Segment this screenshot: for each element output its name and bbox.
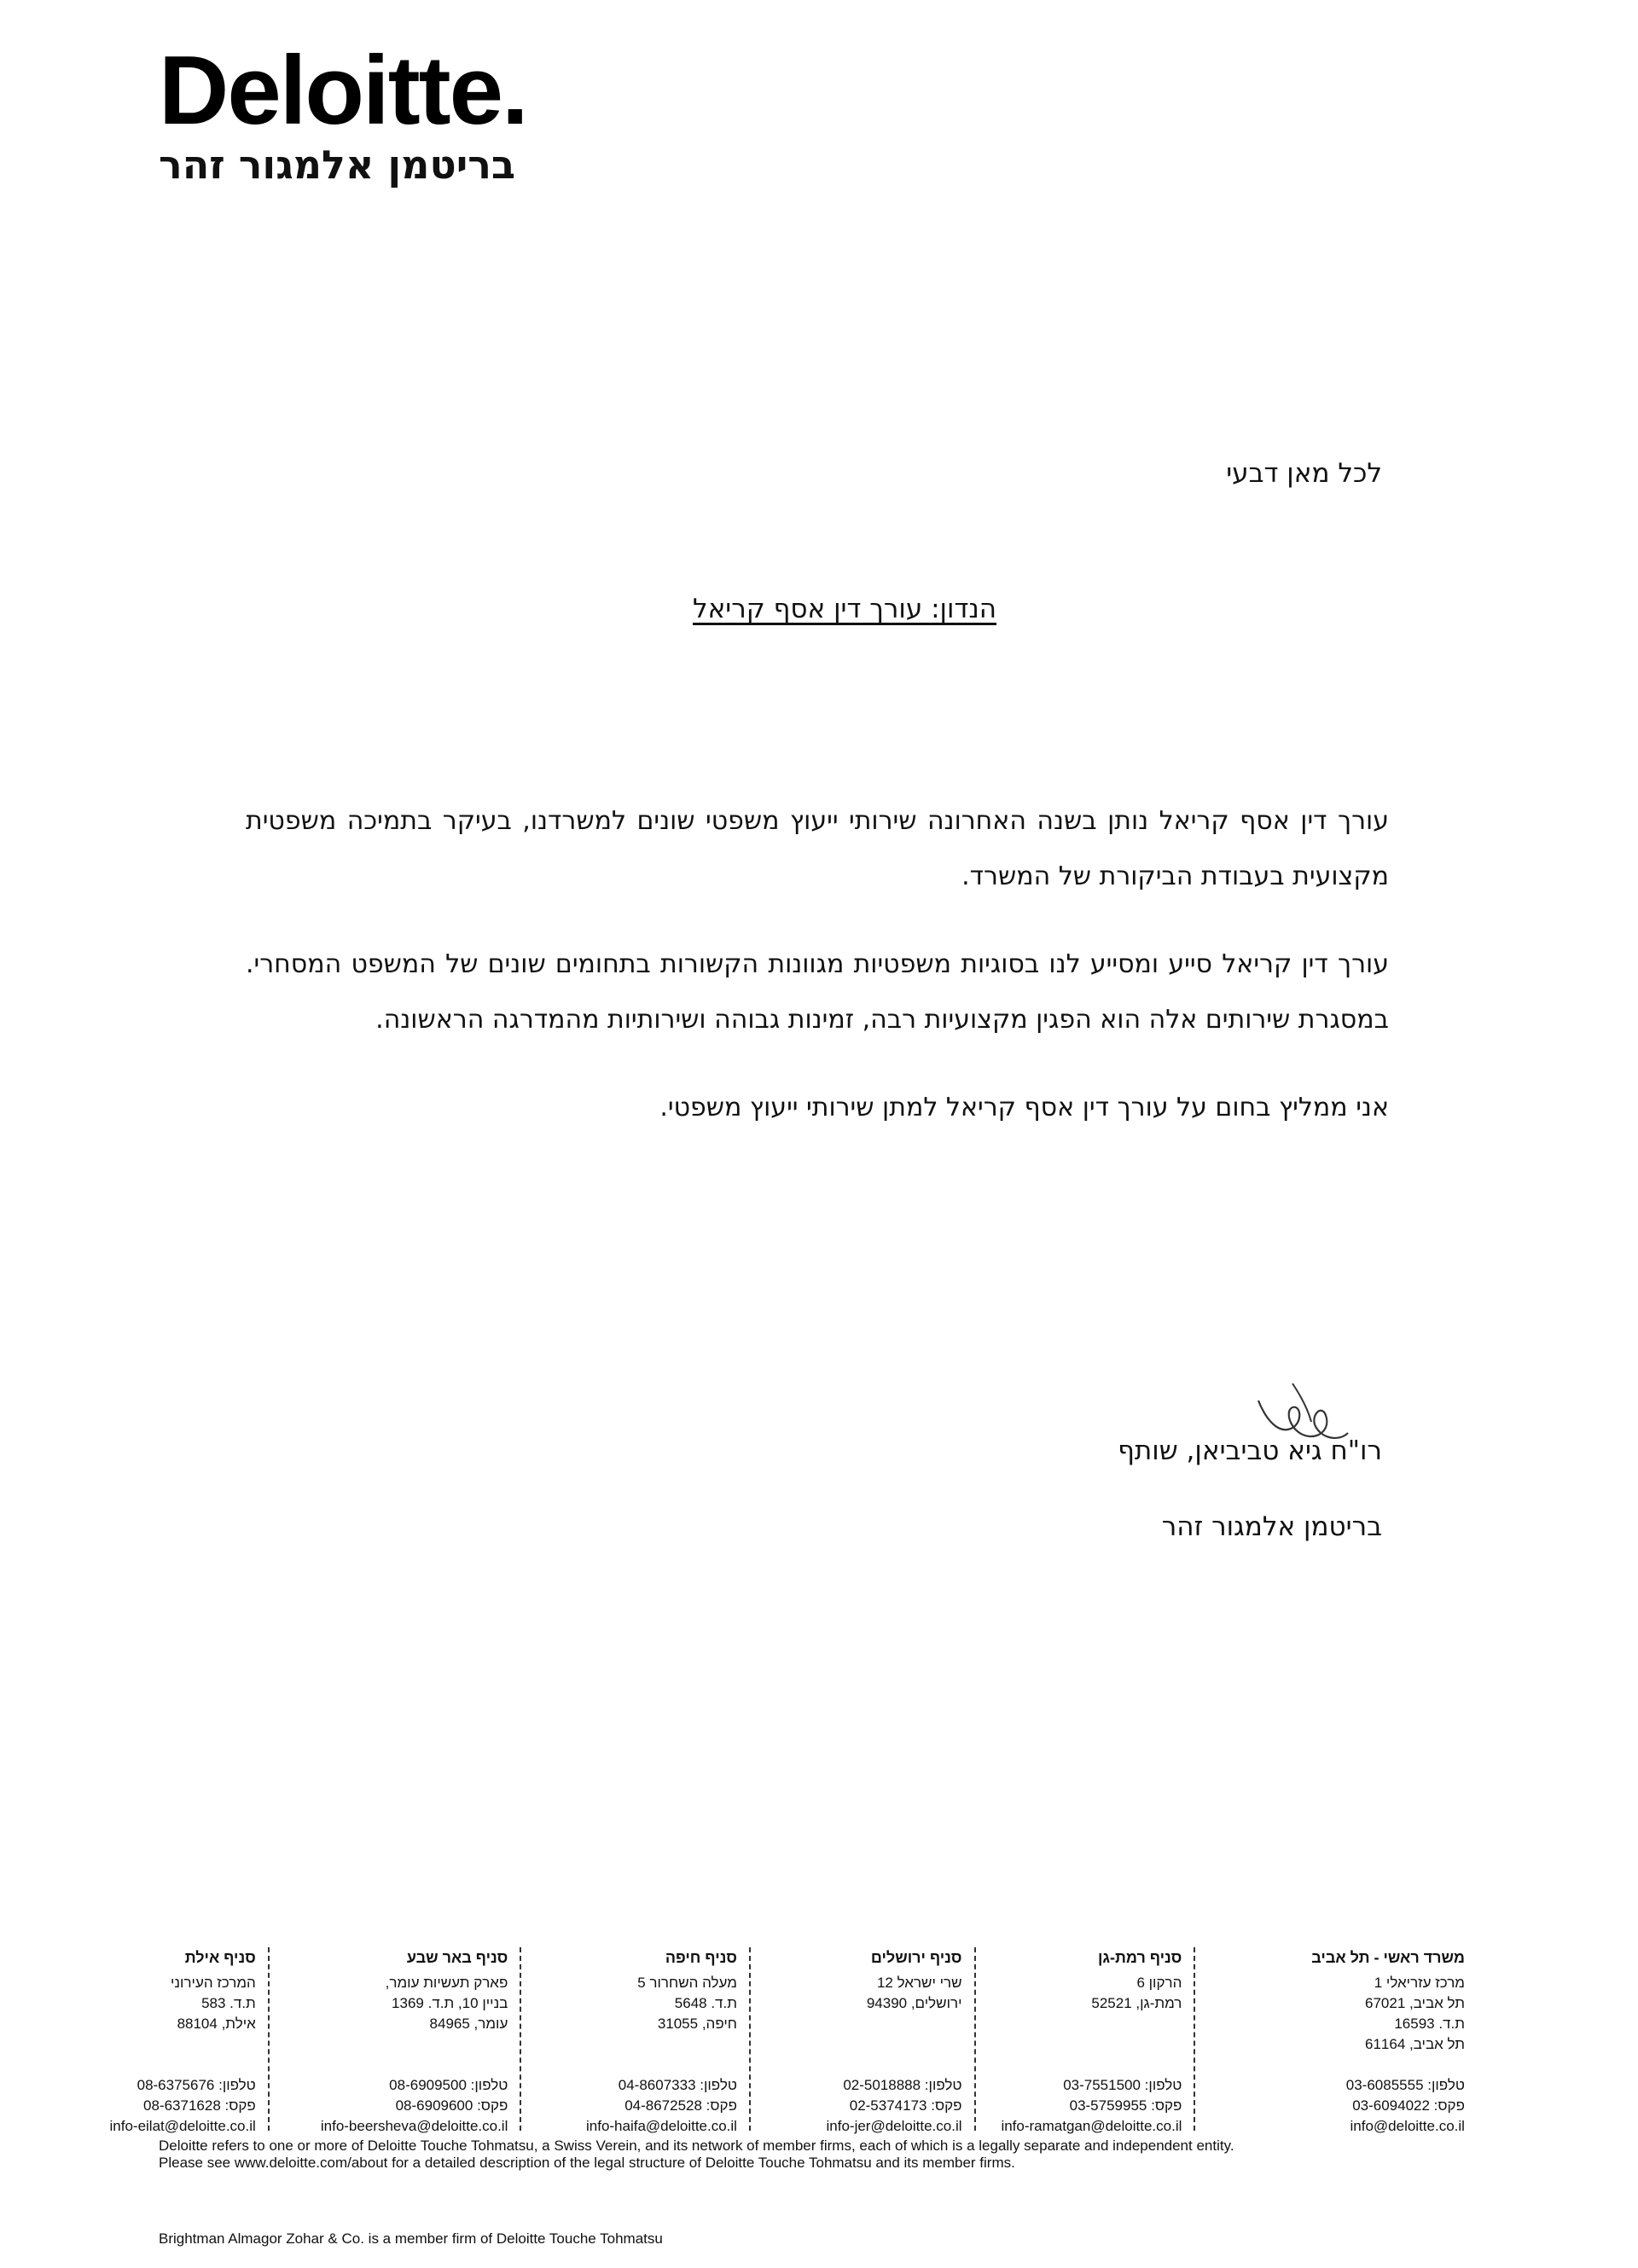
logo-hebrew: בריטמן אלמגור זהר <box>159 142 515 188</box>
subject-line <box>0 594 1638 624</box>
legal-line-2: Please see www.deloitte.com/about for a detailed description of the legal structure of Deloitte Touche Tohmatsu and its member firms. <box>159 2155 1015 2171</box>
office-contact <box>827 2075 962 2137</box>
office-email: info-ramatgan@deloitte.co.il <box>1001 2118 1182 2134</box>
office-name: סניף אילת <box>184 1949 256 1966</box>
office-address-line: מרכז עזריאלי 1 <box>1374 1975 1465 1991</box>
office-phone: טלפון: 03-7551500 <box>1063 2077 1182 2093</box>
office-address-line: תל אביב, 61164 <box>1365 2036 1465 2052</box>
office-email: info@deloitte.co.il <box>1350 2118 1465 2134</box>
office-address-line: בניין 10, ת.ד. 1369 <box>392 1995 508 2011</box>
office-name: סניף באר שבע <box>406 1949 508 1966</box>
office-email: info-beersheva@deloitte.co.il <box>320 2118 508 2134</box>
office-address-line: ת.ד. 5648 <box>674 1995 737 2011</box>
office-address-line: שרי ישראל 12 <box>876 1975 962 1991</box>
office-email: info-eilat@deloitte.co.il <box>109 2118 256 2134</box>
office-jerusalem <box>826 1947 976 2134</box>
letter-body <box>246 793 1389 1168</box>
office-address-line: המרכז העירוני <box>171 1975 256 1991</box>
office-contact <box>110 2075 256 2137</box>
office-fax: פקס: 04-8672528 <box>624 2097 737 2114</box>
office-fax: פקס: 08-6371628 <box>143 2097 256 2114</box>
office-beer-sheva <box>320 1947 522 2134</box>
office-contact <box>321 2075 508 2137</box>
office-phone: טלפון: 08-6909500 <box>389 2077 508 2093</box>
office-address-line: חיפה, 31055 <box>657 2016 737 2032</box>
footer-offices <box>109 1947 1477 2135</box>
paragraph-1: עורך דין אסף קריאל נותן בשנה האחרונה שירותי ייעוץ משפטי שונים למשרדנו, בעיקר בתמיכה משפטית מקצועית בעבודת הביקורת של המשרד. <box>246 806 1389 891</box>
office-phone: טלפון: 04-8607333 <box>618 2077 737 2093</box>
office-address-line: הרקון 6 <box>1136 1975 1182 1991</box>
office-name: סניף חיפה <box>665 1949 737 1966</box>
office-contact <box>1346 2075 1465 2137</box>
office-name: משרד ראשי - תל אביב <box>1311 1949 1465 1966</box>
office-address-line: עומר, 84965 <box>429 2016 508 2032</box>
office-eilat <box>109 1947 270 2134</box>
member-firm-note: Brightman Almagor Zohar & Co. is a member firm of Deloitte Touche Tohmatsu <box>159 2230 663 2247</box>
office-email: info-haifa@deloitte.co.il <box>585 2118 737 2134</box>
office-address-line: ת.ד. 16593 <box>1394 2016 1465 2032</box>
legal-line-1: Deloitte refers to one or more of Deloitte Touche Tohmatsu, a Swiss Verein, and its network of member firms, each of which is a legally separate and independent entity. <box>159 2137 1234 2154</box>
firm-name: בריטמן אלמגור זהר <box>1161 1511 1382 1542</box>
office-fax: פקס: 08-6909600 <box>395 2097 508 2114</box>
office-tel-aviv <box>1299 1947 1477 2134</box>
office-contact <box>586 2075 737 2137</box>
office-phone: טלפון: 03-6085555 <box>1345 2077 1465 2093</box>
subject-text: הנדון: עורך דין אסף קריאל <box>692 594 997 624</box>
office-phone: טלפון: 08-6375676 <box>136 2077 256 2093</box>
office-phone: טלפון: 02-5018888 <box>843 2077 962 2093</box>
legal-disclaimer <box>159 2137 1234 2172</box>
office-name: סניף ירושלים <box>870 1949 962 1966</box>
office-email: info-jer@deloitte.co.il <box>826 2118 962 2134</box>
deloitte-logo <box>159 37 527 188</box>
office-address-line: אילת, 88104 <box>177 2016 256 2032</box>
office-ramat-gan <box>1001 1947 1195 2134</box>
logo-english: Deloitte. <box>159 37 527 145</box>
office-address-line: פארק תעשיות עומר, <box>385 1975 508 1991</box>
office-address-line: תל אביב, 67021 <box>1365 1995 1465 2011</box>
office-address-line: רמת-גן, 52521 <box>1091 1995 1182 2011</box>
signer-name: רו"ח גיא טביביאן, שותף <box>1118 1436 1382 1466</box>
office-address-line: ירושלים, 94390 <box>866 1995 962 2011</box>
salutation: לכל מאן דבעי <box>1226 458 1382 489</box>
paragraph-2: עורך דין קריאל סייע ומסייע לנו בסוגיות משפטיות מגוונות הקשורות בתחומים שונים של המשפט המסחרי. במסגרת שירותים אלה הוא הפגין מקצועיות רבה, זמינות גבוהה ושירותיות מהמדרגה הראשונה. <box>246 949 1389 1035</box>
office-contact <box>1001 2075 1182 2137</box>
office-fax: פקס: 02-5374173 <box>849 2097 962 2114</box>
office-fax: פקס: 03-6094022 <box>1352 2097 1465 2114</box>
office-address-line: ת.ד. 583 <box>201 1995 256 2011</box>
office-haifa <box>585 1947 751 2134</box>
office-address-line: מעלה השחרור 5 <box>637 1975 737 1991</box>
paragraph-3: אני ממליץ בחום על עורך דין אסף קריאל למתן שירותי ייעוץ משפטי. <box>659 1093 1389 1122</box>
office-name: סניף רמת-גן <box>1097 1949 1182 1966</box>
office-fax: פקס: 03-5759955 <box>1069 2097 1182 2114</box>
